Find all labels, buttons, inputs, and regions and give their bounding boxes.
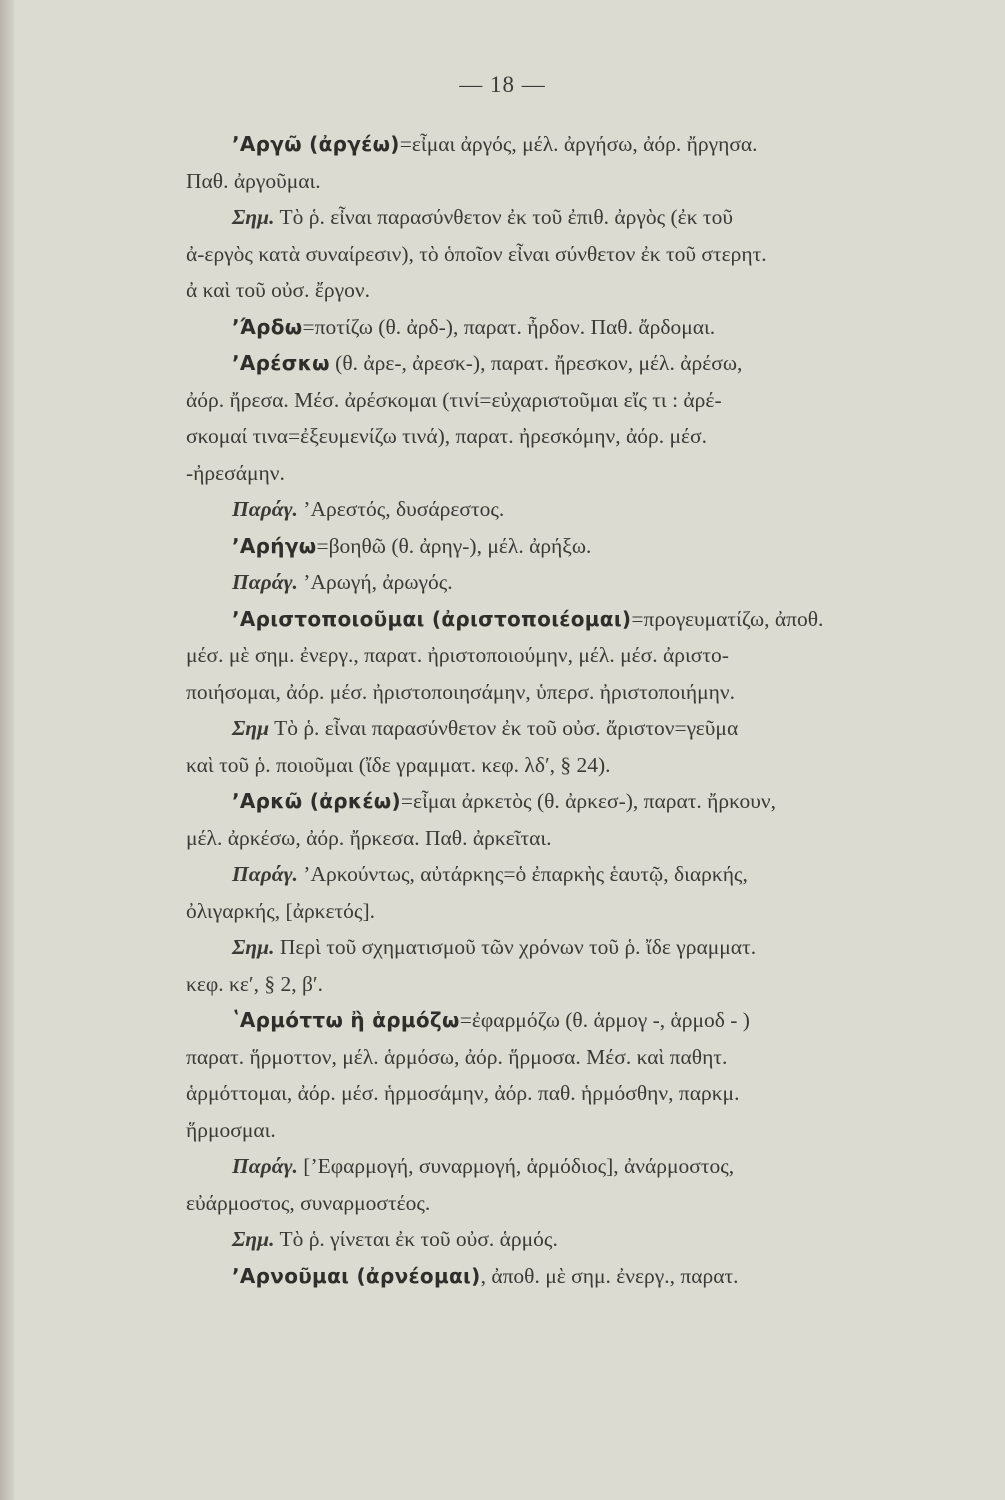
entry-armotto-line-4 bbox=[186, 1112, 930, 1149]
headword: ʼΑρνοῦμαι (ἀρνέομαι) bbox=[232, 1263, 481, 1288]
note-text: Τὸ ῥ. εἶναι παρασύνθετον ἐκ τοῦ ἐπιθ. ἀργὸς (ἐκ τοῦ bbox=[279, 205, 733, 229]
note-text: καὶ τοῦ ῥ. ποιοῦμαι (ἴδε γραμματ. κεφ. λδʹ, § 24). bbox=[186, 752, 611, 777]
definition: ἥρμοσμαι. bbox=[186, 1117, 276, 1142]
entry-armotto-line-2 bbox=[186, 1039, 930, 1076]
derivatives-text: ʼΑρκούντως, αὐτάρκης=ὁ ἐπαρκὴς ἑαυτῷ, διαρκής, bbox=[297, 862, 748, 886]
entry-aresko-line-4 bbox=[186, 455, 930, 492]
entry-armotto-line-3 bbox=[186, 1075, 930, 1112]
headword: ʼΑριστοποιοῦμαι (ἀριστοποιέομαι) bbox=[232, 606, 632, 631]
entry-arko-line-2 bbox=[186, 820, 930, 857]
entry-armotto-line-1 bbox=[186, 1002, 930, 1039]
entry-ardo-line-1 bbox=[186, 309, 930, 346]
definition: -ἠρεσάμην. bbox=[186, 460, 285, 485]
note-label: Σημ. bbox=[232, 935, 275, 959]
entry-arko-derivatives-1 bbox=[186, 856, 930, 893]
derivatives-text: ʼΑρεστός, δυσάρεστος. bbox=[297, 497, 505, 521]
note-text: Τὸ ῥ. εἶναι παρασύνθετον ἐκ τοῦ οὐσ. ἄριστον=γεῦμα bbox=[269, 716, 739, 740]
definition: ἀόρ. ἤρεσα. Μέσ. ἀρέσκομαι (τινί=εὐχαριστοῦμαι εἴς τι : ἀρέ- bbox=[186, 387, 722, 412]
note-text: ἀ-εργὸς κατὰ συναίρεσιν), τὸ ὁποῖον εἶναι σύνθετον ἐκ τοῦ στερητ. bbox=[186, 241, 767, 266]
derivatives-text: ʼΑρωγή, ἀρωγός. bbox=[297, 570, 453, 594]
entry-arigo-line-1 bbox=[186, 528, 930, 565]
derivatives-label: Παράγ. bbox=[232, 1154, 298, 1178]
entry-argo-note-3 bbox=[186, 272, 930, 309]
derivatives-text: [ʼΕφαρμογή, συναρμογή, ἁρμόδιος], ἀνάρμοστος, bbox=[297, 1154, 735, 1178]
entry-argo-note-2 bbox=[186, 236, 930, 273]
definition: =βοηθῶ (θ. ἀρηγ-), μέλ. ἀρήξω. bbox=[316, 533, 592, 558]
definition: ἁρμόττομαι, ἀόρ. μέσ. ἡρμοσάμην, ἀόρ. παθ. ἡρμόσθην, παρκμ. bbox=[186, 1081, 740, 1105]
entry-aristopoioumai-line-3 bbox=[186, 674, 930, 711]
headword: ʼΑργῶ (ἀργέω) bbox=[232, 132, 400, 156]
entry-aresko-line-3 bbox=[186, 418, 930, 455]
headword: ʼΆρδω bbox=[232, 314, 303, 339]
entry-aresko-line-1 bbox=[186, 345, 930, 382]
definition: =ἐφαρμόζω (θ. ἁρμογ -, ἁρμοδ - ) bbox=[459, 1008, 750, 1032]
definition: =εἶμαι ἀργός, μέλ. ἀργήσω, ἀόρ. ἤργησα. bbox=[399, 132, 758, 156]
entry-argo-note-1 bbox=[186, 199, 930, 236]
note-label: Σημ. bbox=[232, 205, 275, 229]
note-text: ἀ καὶ τοῦ οὐσ. ἔργον. bbox=[186, 278, 370, 302]
note-label: Σημ bbox=[232, 716, 270, 740]
derivatives-text: εὐάρμοστος, συναρμοστέος. bbox=[186, 1190, 431, 1215]
headword: ʼΑρέσκω bbox=[232, 351, 330, 375]
headword: ʼΑρήγω bbox=[232, 533, 317, 558]
definition: =ποτίζω (θ. ἀρδ-), παρατ. ἦρδον. Παθ. ἄρδομαι. bbox=[302, 314, 716, 339]
entry-armotto-note-1 bbox=[186, 1221, 930, 1258]
entry-arko-note-1 bbox=[186, 929, 930, 966]
definition: , ἀποθ. μὲ σημ. ἐνεργ., παρατ. bbox=[480, 1263, 739, 1288]
derivatives-label: Παράγ. bbox=[232, 497, 298, 521]
page-number: — 18 — bbox=[459, 72, 546, 97]
entry-aresko-derivatives bbox=[186, 491, 930, 528]
note-text: Περὶ τοῦ σχηματισμοῦ τῶν χρόνων τοῦ ῥ. ἴδε γραμματ. bbox=[274, 935, 757, 959]
definition: μέλ. ἀρκέσω, ἀόρ. ἤρκεσα. Παθ. ἀρκεῖται. bbox=[186, 825, 552, 850]
entry-arko-note-2 bbox=[186, 966, 930, 1003]
note-text: Τὸ ῥ. γίνεται ἐκ τοῦ οὐσ. ἁρμός. bbox=[274, 1227, 558, 1251]
entry-arnoumai-line-1 bbox=[186, 1258, 930, 1295]
dictionary-text bbox=[186, 126, 930, 1294]
headword: ʽΑρμόττω ἢ ἁρμόζω bbox=[232, 1008, 460, 1032]
entry-argo-line-2 bbox=[186, 163, 930, 200]
definition: παρατ. ἥρμοττον, μέλ. ἁρμόσω, ἀόρ. ἥρμοσα. Μέσ. καὶ παθητ. bbox=[186, 1044, 728, 1069]
entry-armotto-derivatives-1 bbox=[186, 1148, 930, 1185]
definition: =προγευματίζω, ἀποθ. bbox=[631, 606, 824, 631]
derivatives-text: ὀλιγαρκής, [ἀρκετός]. bbox=[186, 898, 375, 923]
note-label: Σημ. bbox=[232, 1227, 275, 1251]
entry-armotto-derivatives-2 bbox=[186, 1185, 930, 1222]
definition: =εἶμαι ἀρκετὸς (θ. ἀρκεσ-), παρατ. ἤρκουν, bbox=[400, 789, 776, 813]
definition: ποιήσομαι, ἀόρ. μέσ. ἠριστοποιησάμην, ὑπερσ. ἠριστοποιήμην. bbox=[186, 679, 735, 704]
derivatives-label: Παράγ. bbox=[232, 862, 298, 886]
entry-aresko-line-2 bbox=[186, 382, 930, 419]
entry-arko-line-1 bbox=[186, 783, 930, 820]
page-binding-edge bbox=[0, 0, 14, 1500]
definition: σκομαί τινα=ἐξευμενίζω τινά), παρατ. ἠρεσκόμην, ἀόρ. μέσ. bbox=[186, 424, 707, 448]
definition: (θ. ἀρε-, ἀρεσκ-), παρατ. ἤρεσκον, μέλ. ἀρέσω, bbox=[329, 351, 743, 375]
entry-arko-derivatives-2 bbox=[186, 893, 930, 930]
note-text: κεφ. κεʹ, § 2, βʹ. bbox=[186, 971, 323, 996]
definition: Παθ. ἀργοῦμαι. bbox=[186, 168, 321, 193]
headword: ʼΑρκῶ (ἀρκέω) bbox=[232, 789, 401, 813]
entry-aristopoioumai-line-2 bbox=[186, 637, 930, 674]
entry-aristopoioumai-note-1 bbox=[186, 710, 930, 747]
derivatives-label: Παράγ. bbox=[232, 570, 298, 594]
entry-aristopoioumai-line-1 bbox=[186, 601, 930, 638]
entry-argo-line-1 bbox=[186, 126, 930, 163]
entry-arigo-derivatives bbox=[186, 564, 930, 601]
definition: μέσ. μὲ σημ. ἐνεργ., παρατ. ἠριστοποιούμην, μέλ. μέσ. ἀριστο- bbox=[186, 643, 729, 667]
entry-aristopoioumai-note-2 bbox=[186, 747, 930, 784]
